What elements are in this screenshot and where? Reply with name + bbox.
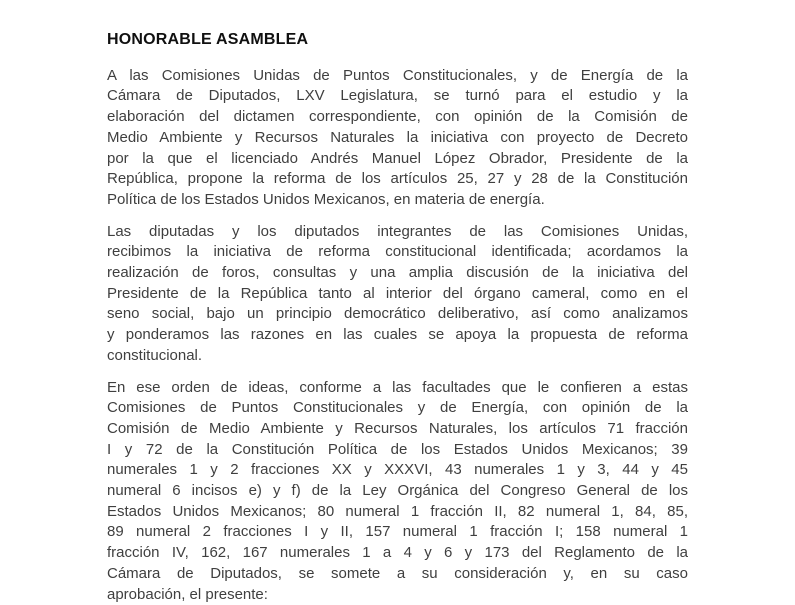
text-line: República, propone la reforma de los artículos 25, 27 y 28 de la Constitución <box>107 170 688 188</box>
text-line: Estados Unidos Mexicanos; 80 numeral 1 fracción II, 82 numeral 1, 84, 85, <box>107 502 688 520</box>
text-line: aprobación, el presente: <box>107 585 268 603</box>
text-line: I y 72 de la Constitución Política de los Estados Unidos Mexicanos; 39 <box>107 440 688 458</box>
text-line: numerales 1 y 2 fracciones XX y XXXVI, 43 numerales 1 y 3, 44 y 45 <box>107 461 688 479</box>
text-line: Comisión de Medio Ambiente y Recursos Naturales, los artículos 71 fracción <box>107 419 688 437</box>
text-line: Presidente de la República tanto al interior del órgano cameral, como en el <box>107 284 688 302</box>
text-line: recibimos la iniciativa de reforma constitucional identificada; acordamos la <box>107 243 688 261</box>
text-line: elaboración del dictamen correspondiente, con opinión de la Comisión de <box>107 108 688 126</box>
paragraph-comisiones-proceso <box>107 222 688 367</box>
text-line: fracción IV, 162, 167 numerales 1 a 4 y 6 y 173 del Reglamento de la <box>107 544 688 562</box>
paragraph-intro-turno <box>107 66 688 211</box>
text-line: Política de los Estados Unidos Mexicanos, en materia de energía. <box>107 190 545 208</box>
text-line: Las diputadas y los diputados integrantes de las Comisiones Unidas, <box>107 222 688 240</box>
text-line: constitucional. <box>107 346 203 364</box>
text-line: 89 numeral 2 fracciones I y II, 157 numeral 1 fracción I; 158 numeral 1 <box>107 523 688 541</box>
text-line: por la que el licenciado Andrés Manuel López Obrador, Presidente de la <box>107 149 688 167</box>
document-heading: HONORABLE ASAMBLEA <box>107 31 309 48</box>
text-line: Comisiones de Puntos Constitucionales y de Energía, con opinión de la <box>107 399 688 417</box>
paragraph-fundamento-legal <box>107 378 688 605</box>
text-line: A las Comisiones Unidas de Puntos Constitucionales, y de Energía de la <box>107 66 688 84</box>
text-line: numeral 6 incisos e) y f) de la Ley Orgánica del Congreso General de los <box>107 482 688 500</box>
text-line: En ese orden de ideas, conforme a las facultades que le confieren a estas <box>107 378 688 396</box>
text-line: Cámara de Diputados, se somete a su consideración y, en su caso <box>107 564 688 582</box>
text-line: Medio Ambiente y Recursos Naturales la iniciativa con proyecto de Decreto <box>107 128 688 146</box>
text-line: realización de foros, consultas y una amplia discusión de la iniciativa del <box>107 264 688 282</box>
text-line: seno social, bajo un principio democrático deliberativo, así como analizamos <box>107 305 688 323</box>
text-line: Cámara de Diputados, LXV Legislatura, se turnó para el estudio y la <box>107 87 688 105</box>
text-line: y ponderamos las razones en las cuales se apoya la propuesta de reforma <box>107 326 688 344</box>
